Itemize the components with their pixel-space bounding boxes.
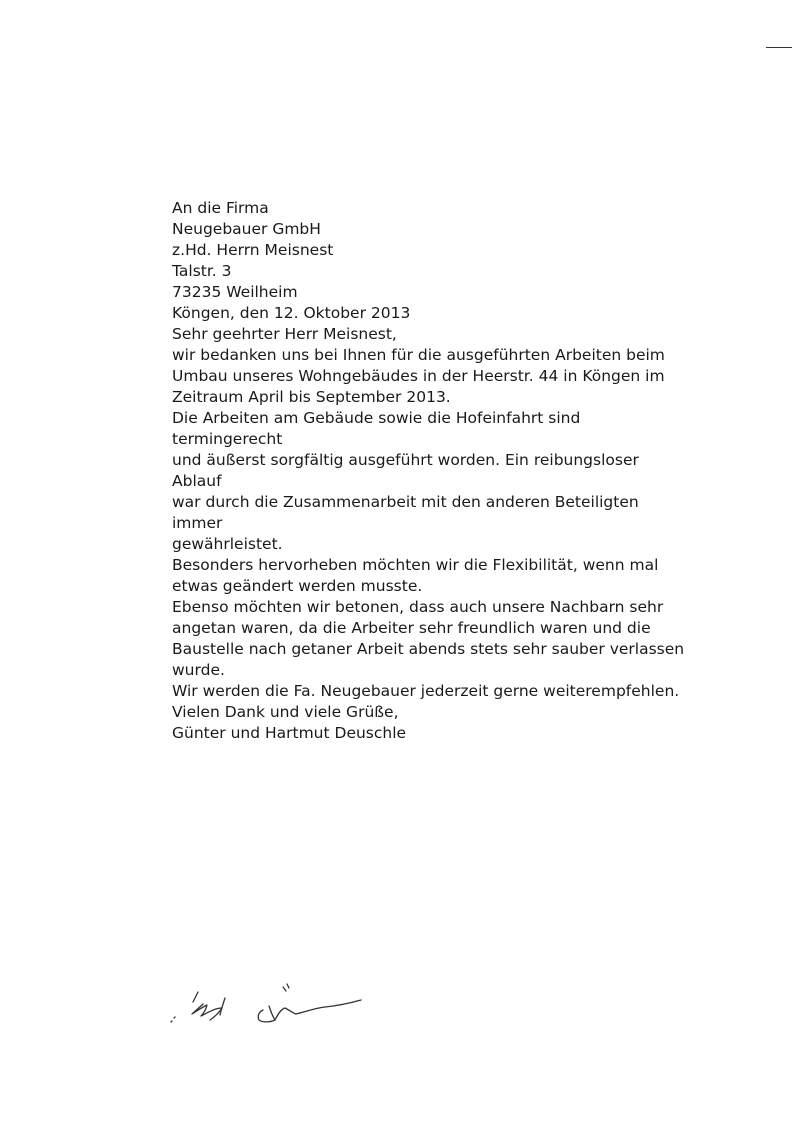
salutation: Sehr geehrter Herr Meisnest, (172, 325, 397, 343)
address-line-street: Talstr. 3 (172, 262, 232, 280)
paragraph-line: wurde. (172, 661, 225, 679)
paragraph-line: wir bedanken uns bei Ihnen für die ausgeführten Arbeiten beim (172, 346, 665, 364)
signer-names: Günter und Hartmut Deuschle (172, 724, 407, 742)
paragraph-line: war durch die Zusammenarbeit mit den anderen Beteiligten immer (172, 493, 639, 532)
paragraph-thanks (172, 345, 692, 408)
page-edge-mark (766, 47, 792, 48)
paragraph-line: gewährleistet. (172, 535, 283, 553)
paragraph-line: Wir werden die Fa. Neugebauer jederzeit gerne weiterempfehlen. (172, 682, 680, 700)
paragraph-neighbours (172, 597, 692, 681)
address-line-company-intro: An die Firma (172, 199, 269, 217)
paragraph-line: Besonders hervorheben möchten wir die Flexibilität, wenn mal (172, 556, 659, 574)
letter-body (172, 198, 692, 744)
paragraph-line: Ebenso möchten wir betonen, dass auch unsere Nachbarn sehr (172, 598, 664, 616)
paragraph-recommendation (172, 681, 692, 702)
address-line-company-name: Neugebauer GmbH (172, 220, 321, 238)
address-line-attention: z.Hd. Herrn Meisnest (172, 241, 334, 259)
paragraph-line: Umbau unseres Wohngebäudes in der Heerstr. 44 in Köngen im (172, 367, 665, 385)
paragraph-line: Baustelle nach getaner Arbeit abends stets sehr sauber verlassen (172, 640, 685, 658)
paragraph-execution (172, 408, 692, 555)
closing-phrase: Vielen Dank und viele Grüße, (172, 703, 399, 721)
paragraph-line: etwas geändert werden musste. (172, 577, 423, 595)
handwritten-signature (165, 978, 385, 1038)
address-line-zip-city: 73235 Weilheim (172, 283, 298, 301)
paragraph-line: Die Arbeiten am Gebäude sowie die Hofeinfahrt sind termingerecht (172, 409, 581, 448)
paragraph-line: Zeitraum April bis September 2013. (172, 388, 451, 406)
recipient-address (172, 198, 692, 303)
paragraph-line: und äußerst sorgfältig ausgeführt worden. Ein reibungsloser Ablauf (172, 451, 639, 490)
date-line: Köngen, den 12. Oktober 2013 (172, 304, 411, 322)
paragraph-line: angetan waren, da die Arbeiter sehr freundlich waren und die (172, 619, 651, 637)
paragraph-flexibility (172, 555, 692, 597)
